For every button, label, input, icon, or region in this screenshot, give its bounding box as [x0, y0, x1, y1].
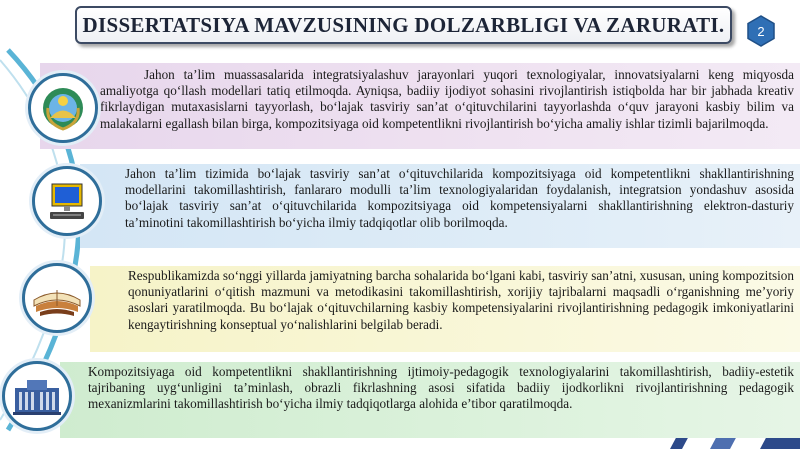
text-panel-4 — [60, 362, 800, 438]
panel-3-text: Respublikamizda so‘nggi yillarda jamiyatning barcha sohalarida bo‘lgani kabi, tasviriy san’atni, xususan, uning kompozitsion qonuniyatlarini o‘qitish mazmuni va metodikasini takomillashtirish, xorijiy tajribalarni maqsadli o‘rganishning me’yoriy asoslari yaratilmoqda. Bu bo‘lajak o‘qituvchilarning kasbiy kompetensiyalarini rivojlantirishning pedagogik imkoniyatlarini kengaytirishning konseptual yo‘nalishlarini belgilab beradi. — [128, 268, 794, 332]
emblem-circle — [28, 73, 98, 143]
slide-title: DISSERTATSIYA MAVZUSINING DOLZARBLIGI VA ZARURATI. — [75, 6, 732, 44]
computer-icon — [42, 176, 92, 226]
building-circle — [2, 361, 72, 431]
text-panel-2 — [80, 164, 800, 248]
slide-number-badge — [745, 15, 777, 47]
emblem-icon — [38, 83, 88, 133]
building-icon — [11, 374, 63, 418]
books-circle — [22, 263, 92, 333]
panel-2-text: Jahon ta’lim tizimida bo‘lajak tasviriy san’at o‘qituvchilarida kompozitsiyaga oid kompetentlikni shakllantirishning modellarini takomillashtirish, fanlararo modulli ta’lim texnologiyalaridan foydalanish, integratsion yondashuv asosida bo‘lajak tasviriy san’at o‘qituvchilarida kompozitsiyaga oid kompetensiyalarni shakllantirishning elektron-dasturiy ta’minotini takomillashtirish bo‘yicha ilmiy tadqiqotlar olib borilmoqda. — [125, 166, 794, 230]
books-icon — [30, 276, 84, 320]
text-panel-1 — [40, 63, 800, 149]
computer-circle — [32, 166, 102, 236]
text-panel-3 — [90, 266, 800, 352]
panel-1-text: Jahon ta’lim muassasalarida integratsiyalashuv jarayonlari yuqori texnologiyalar, innovatsiyalarni keng miqyosda amaliyotga qo‘llash modellari tatiq etilmoqda. Ayniqsa, badiiy ijodiyot sohasini rivojlantirish istiqbolda har bir jabhada kreativ fikrlaydigan mutaxasislarni tayyorlash, bo‘lajak tasviriy san’at o‘qituvchilarini tayyorlashda o‘quv jarayoni kasbiy bilim va malakalarni egallash bilan birga, kompozitsiyaga oid kompetentlikni rivojlantirish bo‘yicha amaliy ishlar tizimli bajarilmoqda. — [100, 67, 794, 131]
panel-4-text: Kompozitsiyaga oid kompetentlikni shakllantirishning ijtimoiy-pedagogik texnologiyalarini takomillashtirish, badiiy-estetik tajribaning uyg‘unligini ta’minlash, obrazli fikrlashning asosi sifatida badiiy ijodkorlikni rivojlantirishning pedagogik mexanizmlarini takomillashtirish bo‘yicha ilmiy tadqiqotlarga alohida e’tibor qaratilmoqda. — [88, 364, 794, 412]
slide-number: 2 — [757, 23, 765, 39]
